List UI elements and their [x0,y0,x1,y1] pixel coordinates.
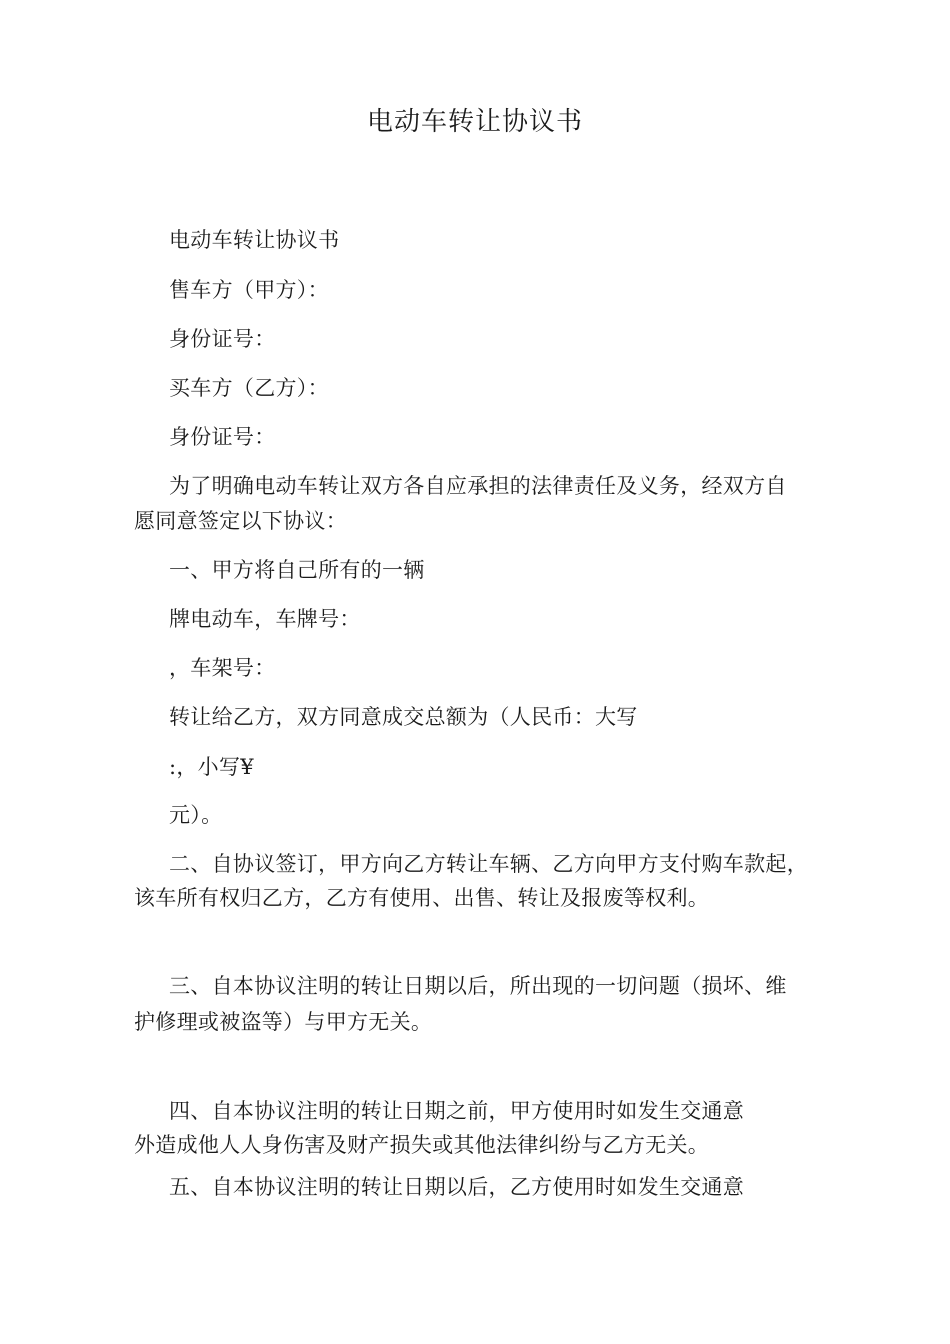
clause-3-line: 护修理或被盗等）与甲方无关。 [134,1010,433,1034]
clause-3-line: 三、自本协议注明的转让日期以后，所出现的一切问题（损坏、维 [169,974,787,998]
clause-1-line: 一、甲方将自己所有的一辆 [169,558,425,582]
clause-1-line: 转让给乙方，双方同意成交总额为（人民币：大写 [169,705,638,729]
clause-4-line: 外造成他人人身伤害及财产损失或其他法律纠纷与乙方无关。 [134,1133,710,1157]
clause-4-line: 四、自本协议注明的转让日期之前，甲方使用时如发生交通意 [169,1099,745,1123]
intro-paragraph-line: 愿同意签定以下协议： [134,509,347,533]
clause-1-line: 牌电动车，车牌号： [169,607,361,631]
heading-line: 电动车转让协议书 [169,228,340,252]
clause-1-line: 元）。 [169,803,223,827]
clause-2-line: 二、自协议签订，甲方向乙方转让车辆、乙方向甲方支付购车款起， [169,852,808,876]
buyer-label: 买车方（乙方）： [169,376,329,400]
clause-5-line: 五、自本协议注明的转让日期以后，乙方使用时如发生交通意 [169,1175,745,1199]
clause-2-line: 该车所有权归乙方，乙方有使用、出售、转让及报废等权利。 [134,886,710,910]
clause-1-line: ，车架号： [169,656,276,680]
document-title: 电动车转让协议书 [366,107,583,137]
seller-id-label: 身份证号： [169,327,276,351]
seller-label: 售车方（甲方）： [169,278,329,302]
clause-1-line: :，小写¥ [169,755,254,779]
intro-paragraph-line: 为了明确电动车转让双方各自应承担的法律责任及义务，经双方自 [169,474,787,498]
buyer-id-label: 身份证号： [169,425,276,449]
